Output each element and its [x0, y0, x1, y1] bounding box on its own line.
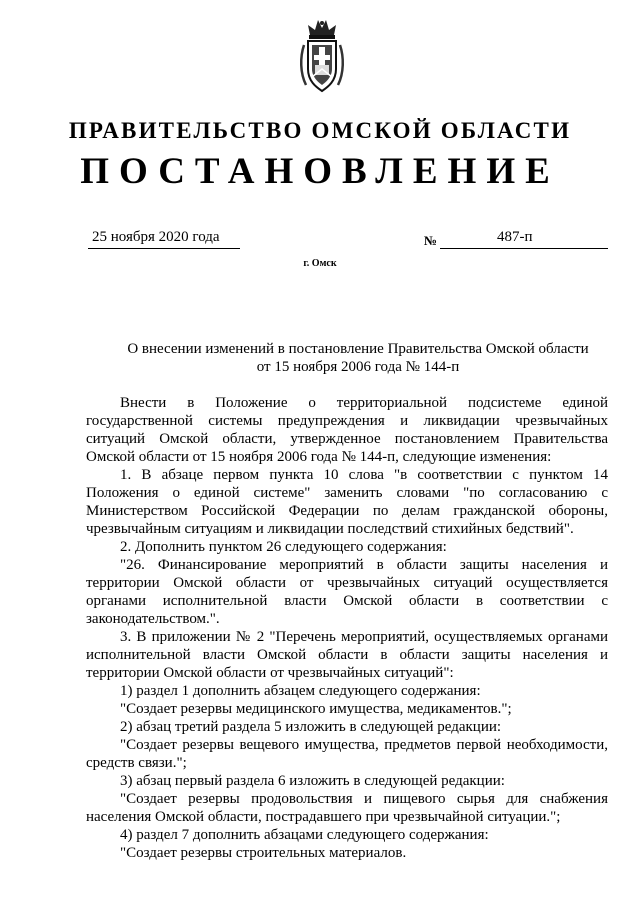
document-date: 25 ноября 2020 года: [92, 229, 220, 245]
body-paragraph: "26. Финансирование мероприятий в области защиты населения и территории Омской области от чрезвычайных ситуаций осуществляется органами исполнительной власти Омской области в соответствии с законодательством.".: [86, 557, 608, 627]
document-number: 487-п: [497, 229, 533, 245]
title-line-2: от 15 ноября 2006 года № 144-п: [256, 359, 460, 375]
body-paragraph: "Создает резервы продовольствия и пищевого сырья для снабжения населения Омской области, пострадавшего при чрезвычайной ситуации.";: [86, 791, 608, 825]
body-paragraph: 2. Дополнить пунктом 26 следующего содержания:: [120, 539, 447, 555]
body-paragraph: 1. В абзаце первом пункта 10 слова "в соответствии с пунктом 14 Положения о единой системе" заменить словами "по согласованию с Министерством Российской Федерации по делам гражданской обороны, чрезвычайным ситуациям и ликвидации последствий стихийных бедствий".: [86, 467, 608, 537]
city: г. Омск: [303, 258, 337, 269]
body-paragraph: 3) абзац первый раздела 6 изложить в следующей редакции:: [120, 773, 505, 789]
title-line-1: О внесении изменений в постановление Правительства Омской области: [127, 341, 589, 357]
document-title: [108, 340, 608, 376]
body-paragraph: 3. В приложении № 2 "Перечень мероприятий, осуществляемых органами исполнительной власти Омской области в области защиты населения и территории Омской области от чрезвычайных ситуаций":: [86, 629, 608, 681]
body-paragraph: 1) раздел 1 дополнить абзацем следующего содержания:: [120, 683, 481, 699]
body-paragraph: "Создает резервы строительных материалов.: [120, 845, 407, 861]
body-paragraph: 4) раздел 7 дополнить абзацами следующего содержания:: [120, 827, 489, 843]
body-paragraph: "Создает резервы медицинского имущества, медикаментов.";: [120, 701, 512, 717]
body-paragraph: Внести в Положение о территориальной подсистеме единой государственной системы предупреждения и ликвидации чрезвычайных ситуаций Омской области, утвержденное постановлением Правительства Омской области от 15 ноября 2006 года № 144-п, следующие изменения:: [86, 395, 608, 465]
body-paragraph: 2) абзац третий раздела 5 изложить в следующей редакции:: [120, 719, 502, 735]
document-type: ПОСТАНОВЛЕНИЕ: [80, 151, 560, 192]
number-sign: №: [424, 233, 438, 248]
coat-of-arms-icon: [298, 17, 346, 95]
document-body: [86, 394, 608, 862]
body-paragraph: "Создает резервы вещевого имущества, предметов первой необходимости, средств связи.";: [86, 737, 608, 771]
government-name: ПРАВИТЕЛЬСТВО ОМСКОЙ ОБЛАСТИ: [68, 118, 572, 143]
